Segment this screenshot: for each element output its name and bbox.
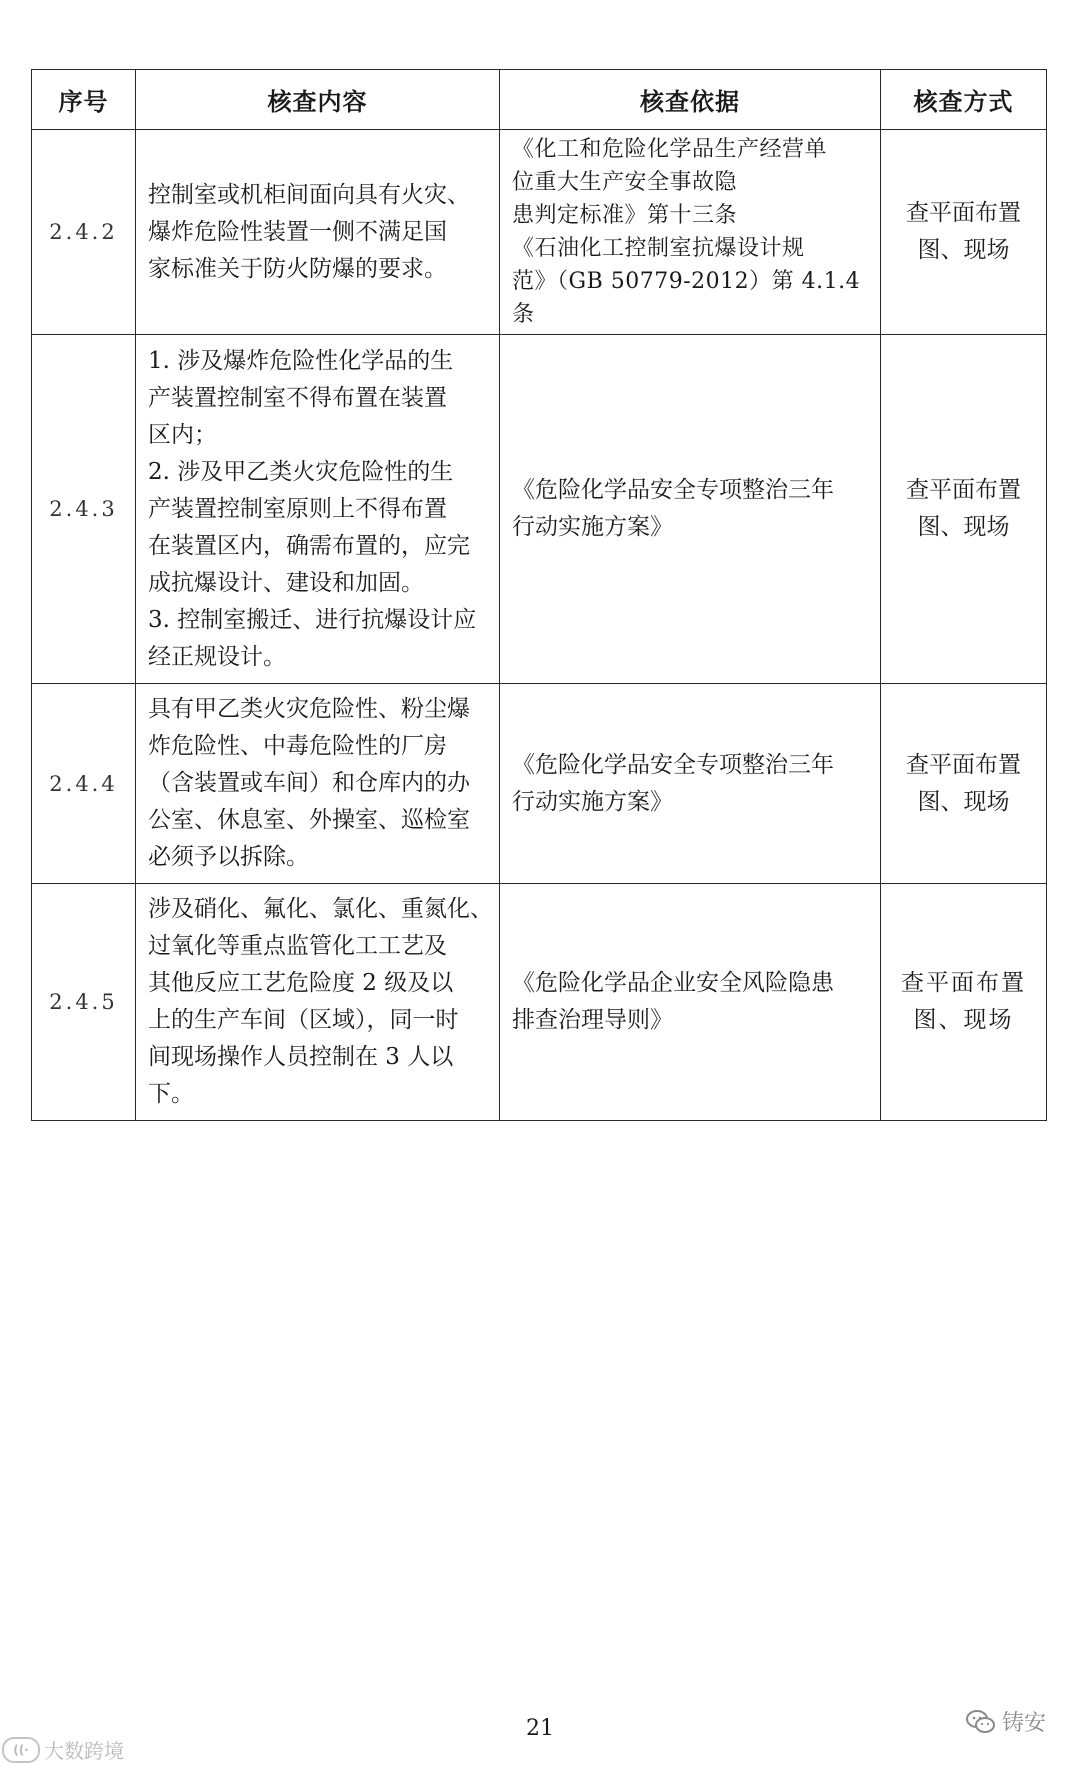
content-line: 爆炸危险性装置一侧不满足国 — [148, 218, 447, 245]
header-content: 核查内容 — [136, 70, 500, 130]
content-line: 上的生产车间（区域），同一时 — [148, 1007, 459, 1033]
basis-line: 行动实施方案》 — [512, 788, 673, 815]
row-number: 2.4.4 — [32, 684, 136, 884]
method-line: 图、现场 — [917, 788, 1010, 815]
basis-line: 《化工和危险化学品生产经营单 — [512, 137, 828, 162]
content-line: 公室、休息室、外操室、巡检室 — [148, 807, 470, 833]
basis-line: 范》（GB 50779-2012）第 4.1.4 — [512, 269, 861, 294]
wechat-icon — [966, 1709, 996, 1735]
content-line: 3. 控制室搬迁、进行抗爆设计应 — [148, 606, 477, 633]
content-line: 产装置控制室原则上不得布置 — [148, 495, 447, 522]
content-line: 必须予以拆除。 — [148, 844, 309, 870]
check-method — [881, 884, 1047, 1121]
check-basis — [500, 130, 881, 335]
basis-line: 《危险化学品安全专项整治三年 — [512, 477, 834, 503]
basis-line: 条 — [512, 302, 535, 327]
check-method — [881, 130, 1047, 335]
watermark-logo-icon: ((· — [2, 1737, 40, 1763]
content-line: 2. 涉及甲乙类火灾危险性的生 — [148, 458, 454, 485]
content-line: 区内； — [148, 421, 217, 448]
content-line: 炸危险性、中毒危险性的厂房 — [148, 733, 447, 759]
content-line: 过氧化等重点监管化工工艺及 — [148, 933, 447, 959]
table-row — [32, 884, 1047, 1121]
basis-line: 《危险化学品安全专项整治三年 — [512, 751, 834, 778]
check-method — [881, 335, 1047, 684]
method-line: 查平面布置 — [906, 751, 1021, 778]
row-number: 2.4.2 — [32, 130, 136, 335]
content-line: 涉及硝化、氟化、氯化、重氮化、 — [148, 896, 493, 922]
basis-line: 排查治理导则》 — [512, 1007, 673, 1033]
basis-line: 位重大生产安全事故隐 — [512, 170, 738, 195]
watermark-right — [966, 1706, 1046, 1737]
method-line: 查平面布置 — [901, 970, 1026, 996]
check-basis — [500, 335, 881, 684]
content-line: 经正规设计。 — [148, 643, 286, 670]
content-line: 1. 涉及爆炸危险性化学品的生 — [148, 347, 454, 374]
check-method — [881, 684, 1047, 884]
content-line: 控制室或机柜间面向具有火灾、 — [148, 181, 470, 208]
watermark-left — [2, 1735, 124, 1764]
content-line: 在装置区内，确需布置的，应完 — [148, 532, 470, 559]
content-line: （含装置或车间）和仓库内的办 — [148, 770, 470, 796]
watermark-left-text: 大数跨境 — [44, 1739, 124, 1763]
page-number: 21 — [526, 1716, 554, 1741]
check-content — [136, 335, 500, 684]
check-basis — [500, 684, 881, 884]
content-line: 其他反应工艺危险度 2 级及以 — [148, 970, 454, 996]
watermark-right-text: 铸安 — [1001, 1711, 1046, 1736]
row-number: 2.4.3 — [32, 335, 136, 684]
table-row — [32, 130, 1047, 335]
header-row — [32, 70, 1047, 130]
content-line: 产装置控制室不得布置在装置 — [148, 384, 447, 411]
content-line: 间现场操作人员控制在 3 人以 — [148, 1044, 454, 1070]
method-line: 图、现场 — [917, 514, 1010, 540]
check-table — [31, 69, 1047, 1121]
content-line: 成抗爆设计、建设和加固。 — [148, 569, 424, 596]
check-content — [136, 884, 500, 1121]
basis-line: 患判定标准》第十三条 — [512, 203, 738, 228]
header-basis: 核查依据 — [500, 70, 881, 130]
row-number: 2.4.5 — [32, 884, 136, 1121]
header-method: 核查方式 — [881, 70, 1047, 130]
content-line: 家标准关于防火防爆的要求。 — [148, 255, 447, 282]
method-line: 图、现场 — [917, 237, 1010, 263]
method-line: 查平面布置 — [906, 477, 1021, 503]
table-row — [32, 684, 1047, 884]
method-line: 查平面布置 — [906, 200, 1021, 226]
basis-line: 《危险化学品企业安全风险隐患 — [512, 970, 834, 996]
basis-line: 行动实施方案》 — [512, 514, 673, 540]
check-content — [136, 130, 500, 335]
method-line: 图、现场 — [913, 1007, 1014, 1033]
header-no: 序号 — [32, 70, 136, 130]
check-basis — [500, 884, 881, 1121]
content-line: 下。 — [148, 1081, 194, 1107]
check-content — [136, 684, 500, 884]
table-row — [32, 335, 1047, 684]
basis-line: 《石油化工控制室抗爆设计规 — [512, 236, 805, 261]
content-line: 具有甲乙类火灾危险性、粉尘爆 — [148, 696, 470, 722]
